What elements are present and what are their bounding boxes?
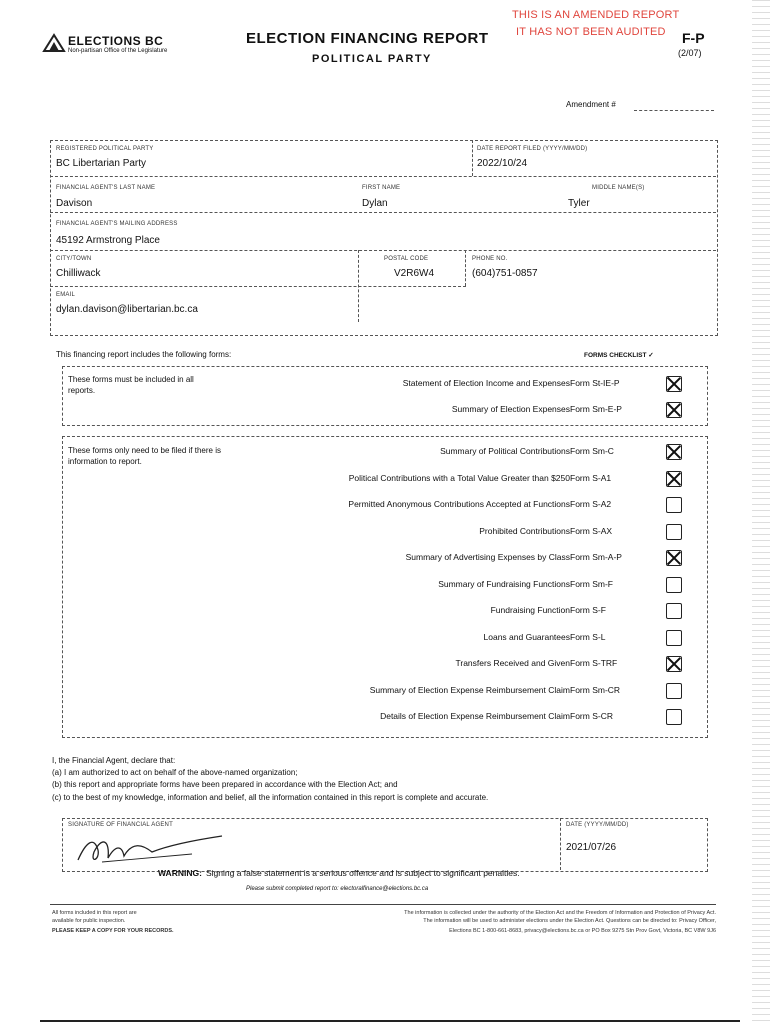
form-name: Permitted Anonymous Contributions Accepted at Functions [348, 499, 570, 509]
form-row [60, 632, 720, 650]
form-name: Summary of Fundraising Functions [438, 578, 570, 589]
form-checkbox-checked[interactable] [666, 402, 682, 418]
middle-name-label: MIDDLE NAME(S) [592, 185, 645, 191]
last-name-value[interactable]: Davison [56, 198, 93, 209]
email-value[interactable]: dylan.davison@libertarian.bc.ca [56, 304, 198, 315]
form-code: Form S-TRF [570, 658, 618, 668]
form-code: Form Sm-CR [570, 684, 621, 695]
form-row [60, 526, 720, 544]
date-filed-value[interactable]: 2022/10/24 [477, 158, 528, 169]
divider [50, 286, 466, 287]
footer-right-2: The information will be used to administer elections under the Election Act. Questions can be directed to: Privacy Officer, [423, 918, 716, 924]
divider [50, 176, 716, 177]
form-name: Statement of Election Income and Expenses [402, 378, 570, 388]
form-code: Form Sm-C [570, 446, 614, 456]
form-name: Summary of Advertising Expenses by Class [405, 552, 570, 562]
form-name: Loans and Guarantees [483, 631, 570, 642]
divider [560, 818, 561, 870]
address-value[interactable]: 45192 Armstrong Place [56, 235, 160, 246]
address-label: FINANCIAL AGENT'S MAILING ADDRESS [56, 221, 178, 227]
form-name: Political Contributions with a Total Value Greater than $250 [348, 472, 570, 483]
city-label: CITY/TOWN [56, 256, 92, 262]
phone-value[interactable]: (604)751-0857 [472, 268, 538, 279]
postal-label: POSTAL CODE [384, 256, 429, 262]
middle-name-value[interactable]: Tyler [568, 198, 590, 209]
form-code: Form S-F [570, 605, 606, 615]
page-edge-texture [752, 0, 770, 1024]
form-row [60, 499, 720, 517]
form-row [60, 378, 720, 396]
form-checkbox-checked[interactable] [666, 656, 682, 672]
elections-bc-logo [42, 33, 66, 58]
form-code: Form S-A2 [570, 499, 612, 509]
form-code: Form St-IE-P [570, 378, 620, 388]
form-row [60, 473, 720, 491]
footer-left-3: PLEASE KEEP A COPY FOR YOUR RECORDS. [52, 928, 174, 934]
declaration-a: (a) I am authorized to act on behalf of the above-named organization; [52, 768, 298, 777]
form-code: Form S-A1 [570, 472, 612, 483]
form-row [60, 404, 720, 422]
form-code: Form S-CR [570, 711, 613, 721]
form-row [60, 579, 720, 597]
divider [50, 250, 716, 251]
page-bottom-edge [40, 1020, 740, 1022]
form-row [60, 552, 720, 570]
form-code: Form Sm-F [570, 578, 613, 589]
form-code: Form S-L [570, 631, 606, 642]
form-row [60, 658, 720, 676]
warning-text: Signing a false statement is a serious offence and is subject to significant penalties. [206, 868, 520, 878]
form-row [60, 685, 720, 703]
form-checkbox-checked[interactable] [666, 550, 682, 566]
amendment-field[interactable] [634, 110, 714, 111]
form-checkbox[interactable] [666, 497, 682, 513]
amended-stamp-line1: THIS IS AN AMENDED REPORT [512, 9, 680, 21]
form-checkbox[interactable] [666, 683, 682, 699]
form-name: Summary of Election Expenses [451, 404, 570, 414]
footer-left-2: available for public inspection. [52, 918, 126, 924]
signature-date-label: DATE (YYYY/MM/DD) [566, 822, 629, 828]
declaration-intro: I, the Financial Agent, declare that: [52, 756, 176, 765]
form-name: Fundraising Function [490, 605, 570, 615]
logo-mark-icon [42, 33, 66, 53]
form-code: Form Sm-E-P [570, 404, 622, 414]
form-row [60, 711, 720, 729]
footer-divider [50, 904, 716, 905]
last-name-label: FINANCIAL AGENT'S LAST NAME [56, 185, 156, 191]
required-forms-note: These forms must be included in all reports. [68, 375, 194, 395]
warning-label: WARNING: [158, 868, 202, 878]
amended-stamp-line2: IT HAS NOT BEEN AUDITED [516, 26, 666, 38]
footer-right-3: Elections BC 1-800-661-8683, privacy@elections.bc.ca or PO Box 9275 Stn Prov Govt, Victoria, BC V8W 9J6 [449, 928, 716, 934]
divider [465, 250, 466, 286]
divider [472, 140, 473, 176]
postal-value[interactable]: V2R6W4 [394, 268, 435, 279]
footer-right-1: The information is collected under the authority of the Election Act and the Freedom of Information and Protection of Privacy Act. [404, 910, 716, 916]
form-code: Form Sm-A-P [570, 552, 622, 562]
form-name: Transfers Received and Given [455, 658, 570, 668]
form-row [60, 446, 720, 464]
email-label: EMAIL [56, 292, 76, 298]
city-value[interactable]: Chilliwack [56, 268, 101, 279]
declaration-b: (b) this report and appropriate forms have been prepared in accordance with the Election Act; and [52, 780, 398, 789]
report-title: ELECTION FINANCING REPORT [246, 30, 489, 47]
divider [50, 212, 716, 213]
amendment-label: Amendment # [566, 100, 616, 109]
signature-image [72, 830, 242, 870]
form-name: Prohibited Contributions [479, 525, 570, 536]
form-name: Summary of Election Expense Reimbursement Claim [369, 684, 570, 695]
form-checkbox-checked[interactable] [666, 444, 682, 460]
form-checkbox[interactable] [666, 630, 682, 646]
first-name-label: FIRST NAME [362, 185, 401, 191]
form-code: Form S-AX [570, 525, 613, 536]
phone-label: PHONE NO. [472, 256, 508, 262]
forms-checklist-label: FORMS CHECKLIST ✓ [584, 352, 654, 359]
forms-intro: This financing report includes the following forms: [56, 350, 232, 359]
report-subtitle: POLITICAL PARTY [312, 53, 432, 65]
form-checkbox[interactable] [666, 603, 682, 619]
optional-forms-note: These forms only need to be filed if there is information to report. [68, 446, 221, 466]
form-checkbox-checked[interactable] [666, 376, 682, 392]
agency-name: ELECTIONS BC [68, 34, 164, 48]
form-year: (2/07) [678, 48, 702, 58]
form-checkbox-checked[interactable] [666, 471, 682, 487]
footer-left-1: All forms included in this report are [52, 910, 137, 916]
declaration-c: (c) to the best of my knowledge, information and belief, all the information contained in this report is complete and accurate. [52, 793, 489, 802]
form-row [60, 605, 720, 623]
party-label: REGISTERED POLITICAL PARTY [56, 146, 154, 152]
form-checkbox[interactable] [666, 524, 682, 540]
submit-instructions: Please submit completed report to: electoralfinance@elections.bc.ca [246, 886, 429, 892]
form-checkbox[interactable] [666, 709, 682, 725]
form-name: Summary of Political Contributions [440, 446, 570, 456]
form-name: Details of Election Expense Reimbursement Claim [380, 711, 570, 721]
form-checkbox[interactable] [666, 577, 682, 593]
signature-label: SIGNATURE OF FINANCIAL AGENT [68, 822, 173, 828]
agency-subtitle: Non-partisan Office of the Legislature [68, 48, 168, 54]
party-value[interactable]: BC Libertarian Party [56, 158, 147, 169]
first-name-value[interactable]: Dylan [362, 198, 388, 209]
signature-date-value[interactable]: 2021/07/26 [566, 842, 617, 853]
date-filed-label: DATE REPORT FILED (YYYY/MM/DD) [477, 146, 588, 152]
form-code: F-P [682, 30, 705, 46]
